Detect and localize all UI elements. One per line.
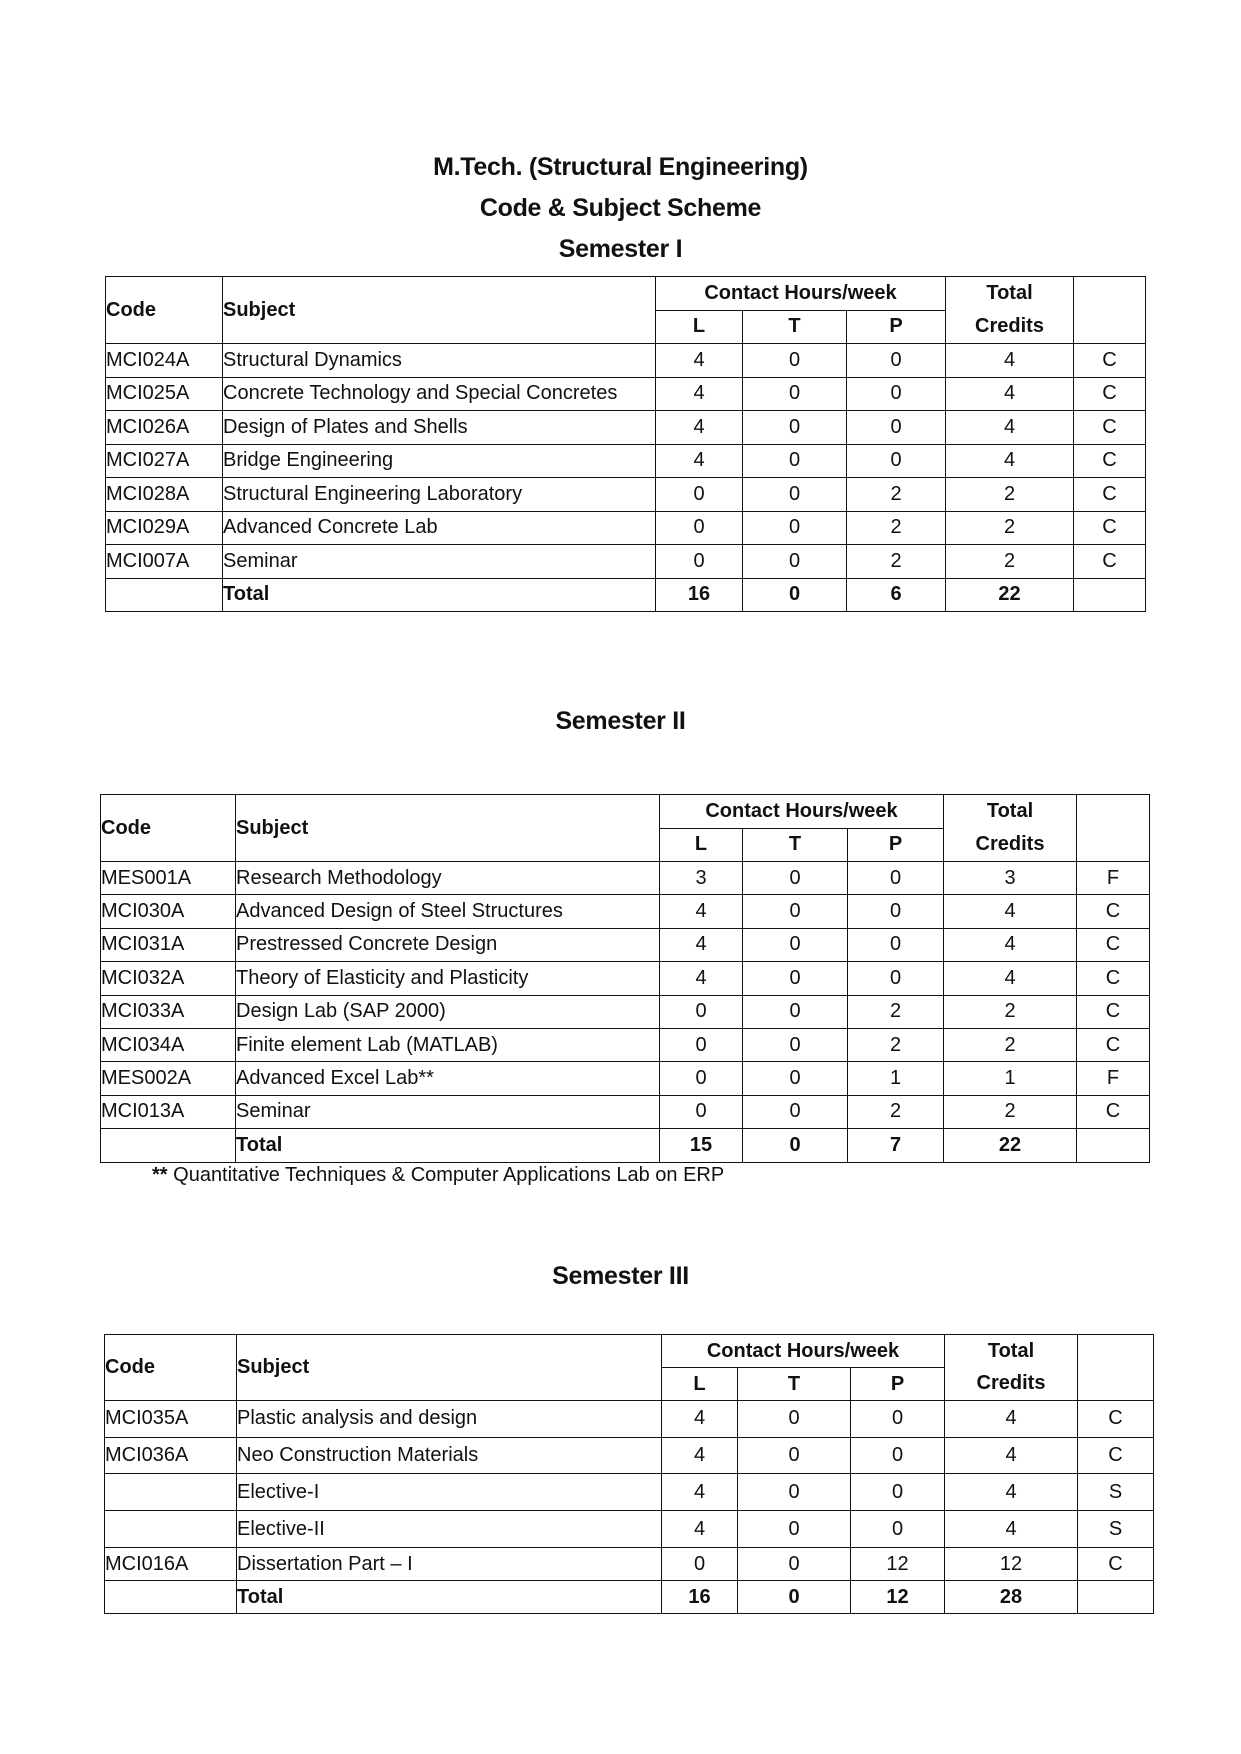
course-type: F [1077,862,1150,895]
table-row [101,1095,1150,1128]
total-type [1074,578,1146,612]
header-contact-hours: Contact Hours/week [656,277,946,311]
table-row [105,1437,1154,1474]
total-credits: 1 [944,1062,1077,1095]
header-type [1078,1335,1154,1401]
header-subject: Subject [237,1335,662,1401]
course-type: C [1077,995,1150,1028]
course-type: C [1074,478,1146,512]
header-t: T [738,1368,851,1401]
table-row [101,895,1150,928]
course-subject: Advanced Concrete Lab [223,511,656,545]
course-type: C [1074,545,1146,579]
header-total-credits-line1: Total [946,277,1074,311]
tutorial-hours: 0 [743,411,847,445]
table-row [106,344,1146,378]
tutorial-hours: 0 [738,1548,851,1581]
total-credits: 4 [946,411,1074,445]
course-code: MCI024A [106,344,223,378]
total-credits: 2 [946,478,1074,512]
total-credits: 2 [944,1095,1077,1128]
practical-hours: 0 [851,1511,945,1548]
total-code [106,578,223,612]
tutorial-hours: 0 [743,895,848,928]
lecture-hours: 0 [660,1062,743,1095]
lecture-hours: 0 [656,511,743,545]
practical-hours: 2 [848,995,944,1028]
tutorial-hours: 0 [743,995,848,1028]
course-code: MCI028A [106,478,223,512]
total-credits: 4 [945,1474,1078,1511]
header-total-credits-line1: Total [945,1335,1078,1368]
table-row [101,862,1150,895]
header-subject: Subject [223,277,656,344]
tutorial-hours: 0 [743,1028,848,1061]
header-contact-hours: Contact Hours/week [660,795,944,829]
table-row [105,1548,1154,1581]
total-lecture-hours: 16 [662,1581,738,1614]
lecture-hours: 4 [656,377,743,411]
course-code: MCI030A [101,895,236,928]
header-total-credits-line2: Credits [945,1368,1078,1401]
semester-1-table [105,276,1146,612]
lecture-hours: 0 [660,995,743,1028]
course-code: MCI029A [106,511,223,545]
tutorial-hours: 0 [743,545,847,579]
total-lecture-hours: 15 [660,1129,743,1162]
lecture-hours: 4 [662,1401,738,1438]
lecture-hours: 3 [660,862,743,895]
course-type: C [1077,1028,1150,1061]
practical-hours: 0 [847,444,946,478]
table-row [101,928,1150,961]
course-subject: Neo Construction Materials [237,1437,662,1474]
table-row [106,411,1146,445]
course-code: MCI036A [105,1437,237,1474]
total-credits: 12 [945,1548,1078,1581]
course-subject: Prestressed Concrete Design [236,928,660,961]
course-subject: Dissertation Part – I [237,1548,662,1581]
table-row [105,1511,1154,1548]
table-row [101,1062,1150,1095]
header-t: T [743,310,847,344]
total-credits: 4 [946,344,1074,378]
course-subject: Structural Dynamics [223,344,656,378]
course-subject: Bridge Engineering [223,444,656,478]
total-credits: 4 [945,1401,1078,1438]
course-code: MCI027A [106,444,223,478]
practical-hours: 0 [848,895,944,928]
total-row [105,1581,1154,1614]
lecture-hours: 4 [660,962,743,995]
header-total-credits-line1: Total [944,795,1077,829]
header-row [105,1335,1154,1368]
course-type: C [1074,377,1146,411]
practical-hours: 2 [847,511,946,545]
course-code: MCI013A [101,1095,236,1128]
header-code: Code [105,1335,237,1401]
practical-hours: 0 [848,928,944,961]
course-code: MCI033A [101,995,236,1028]
course-code: MCI035A [105,1401,237,1438]
course-type: C [1074,344,1146,378]
practical-hours: 1 [848,1062,944,1095]
header-contact-hours: Contact Hours/week [662,1335,945,1368]
semester-3-heading: Semester III [552,1262,689,1290]
course-code [105,1474,237,1511]
header-code: Code [101,795,236,862]
table-row [106,377,1146,411]
course-type: F [1077,1062,1150,1095]
course-subject: Seminar [223,545,656,579]
tutorial-hours: 0 [743,444,847,478]
total-tutorial-hours: 0 [738,1581,851,1614]
tutorial-hours: 0 [738,1474,851,1511]
course-subject: Elective-I [237,1474,662,1511]
course-subject: Advanced Design of Steel Structures [236,895,660,928]
course-code: MES002A [101,1062,236,1095]
lecture-hours: 4 [662,1474,738,1511]
table-row [106,478,1146,512]
header-l: L [656,310,743,344]
total-type [1077,1129,1150,1162]
document-title: M.Tech. (Structural Engineering) [433,153,808,181]
practical-hours: 0 [851,1437,945,1474]
tutorial-hours: 0 [743,862,848,895]
practical-hours: 2 [848,1028,944,1061]
practical-hours: 2 [847,545,946,579]
tutorial-hours: 0 [743,962,848,995]
lecture-hours: 4 [656,411,743,445]
course-subject: Design of Plates and Shells [223,411,656,445]
total-type [1078,1581,1154,1614]
header-code: Code [106,277,223,344]
total-label: Total [223,578,656,612]
course-subject: Elective-II [237,1511,662,1548]
course-type: C [1078,1401,1154,1438]
course-type: C [1074,444,1146,478]
lecture-hours: 4 [662,1437,738,1474]
total-row [101,1129,1150,1162]
table-row [106,545,1146,579]
practical-hours: 0 [847,344,946,378]
total-practical-hours: 6 [847,578,946,612]
course-code: MCI025A [106,377,223,411]
lecture-hours: 4 [662,1511,738,1548]
course-subject: Plastic analysis and design [237,1401,662,1438]
course-subject: Design Lab (SAP 2000) [236,995,660,1028]
header-t: T [743,828,848,862]
course-code: MES001A [101,862,236,895]
course-code: MCI016A [105,1548,237,1581]
header-total-credits-line2: Credits [944,828,1077,862]
tutorial-hours: 0 [743,1095,848,1128]
lecture-hours: 0 [656,545,743,579]
total-tutorial-hours: 0 [743,578,847,612]
total-code [105,1581,237,1614]
header-p: P [847,310,946,344]
course-code [105,1511,237,1548]
document-subtitle: Code & Subject Scheme [479,194,762,222]
lecture-hours: 0 [660,1028,743,1061]
table-row [105,1401,1154,1438]
tutorial-hours: 0 [743,511,847,545]
footnote-marker: ** [152,1164,168,1186]
table-row [106,511,1146,545]
total-credits: 4 [946,444,1074,478]
total-credits: 3 [944,862,1077,895]
lecture-hours: 0 [656,478,743,512]
total-credits-sum: 22 [944,1129,1077,1162]
header-row [101,795,1150,829]
tutorial-hours: 0 [743,1062,848,1095]
lecture-hours: 4 [656,444,743,478]
practical-hours: 0 [848,862,944,895]
header-subject: Subject [236,795,660,862]
practical-hours: 2 [847,478,946,512]
practical-hours: 2 [848,1095,944,1128]
header-type [1074,277,1146,344]
course-subject: Advanced Excel Lab** [236,1062,660,1095]
semester-1-heading: Semester I [558,235,683,263]
tutorial-hours: 0 [738,1511,851,1548]
header-l: L [662,1368,738,1401]
course-code: MCI007A [106,545,223,579]
tutorial-hours: 0 [743,928,848,961]
course-subject: Finite element Lab (MATLAB) [236,1028,660,1061]
total-credits: 4 [944,895,1077,928]
tutorial-hours: 0 [738,1401,851,1438]
header-total-credits-line2: Credits [946,310,1074,344]
total-lecture-hours: 16 [656,578,743,612]
course-type: C [1074,511,1146,545]
table-row [105,1474,1154,1511]
course-subject: Structural Engineering Laboratory [223,478,656,512]
header-l: L [660,828,743,862]
lecture-hours: 4 [660,895,743,928]
course-type: C [1077,928,1150,961]
course-type: C [1077,895,1150,928]
total-credits-sum: 22 [946,578,1074,612]
lecture-hours: 0 [660,1095,743,1128]
total-credits: 2 [944,1028,1077,1061]
semester-2-table [100,794,1150,1163]
footnote [152,1164,724,1187]
lecture-hours: 4 [660,928,743,961]
practical-hours: 0 [847,377,946,411]
total-practical-hours: 12 [851,1581,945,1614]
table-row [106,444,1146,478]
header-row [106,277,1146,311]
header-p: P [851,1368,945,1401]
semester-3-table [104,1334,1154,1614]
total-credits: 4 [945,1511,1078,1548]
course-subject: Seminar [236,1095,660,1128]
total-credits: 4 [945,1437,1078,1474]
total-credits-sum: 28 [945,1581,1078,1614]
course-code: MCI032A [101,962,236,995]
tutorial-hours: 0 [738,1437,851,1474]
course-code: MCI031A [101,928,236,961]
course-code: MCI026A [106,411,223,445]
lecture-hours: 0 [662,1548,738,1581]
course-subject: Concrete Technology and Special Concretes [223,377,656,411]
course-type: C [1077,1095,1150,1128]
total-practical-hours: 7 [848,1129,944,1162]
course-type: C [1078,1548,1154,1581]
tutorial-hours: 0 [743,344,847,378]
course-type: S [1078,1511,1154,1548]
practical-hours: 0 [851,1401,945,1438]
total-credits: 2 [946,511,1074,545]
total-label: Total [237,1581,662,1614]
lecture-hours: 4 [656,344,743,378]
practical-hours: 0 [848,962,944,995]
table-row [101,1028,1150,1061]
total-label: Total [236,1129,660,1162]
total-credits: 2 [946,545,1074,579]
total-credits: 4 [946,377,1074,411]
practical-hours: 0 [851,1474,945,1511]
footnote-text: Quantitative Techniques & Computer Applications Lab on ERP [167,1164,725,1186]
total-credits: 2 [944,995,1077,1028]
header-p: P [848,828,944,862]
course-subject: Research Methodology [236,862,660,895]
practical-hours: 0 [847,411,946,445]
course-subject: Theory of Elasticity and Plasticity [236,962,660,995]
course-type: C [1078,1437,1154,1474]
total-credits: 4 [944,962,1077,995]
course-code: MCI034A [101,1028,236,1061]
tutorial-hours: 0 [743,478,847,512]
semester-2-heading: Semester II [555,707,686,735]
course-type: C [1077,962,1150,995]
tutorial-hours: 0 [743,377,847,411]
total-credits: 4 [944,928,1077,961]
course-type: S [1078,1474,1154,1511]
table-row [101,962,1150,995]
total-tutorial-hours: 0 [743,1129,848,1162]
total-code [101,1129,236,1162]
total-row [106,578,1146,612]
course-type: C [1074,411,1146,445]
header-type [1077,795,1150,862]
practical-hours: 12 [851,1548,945,1581]
table-row [101,995,1150,1028]
